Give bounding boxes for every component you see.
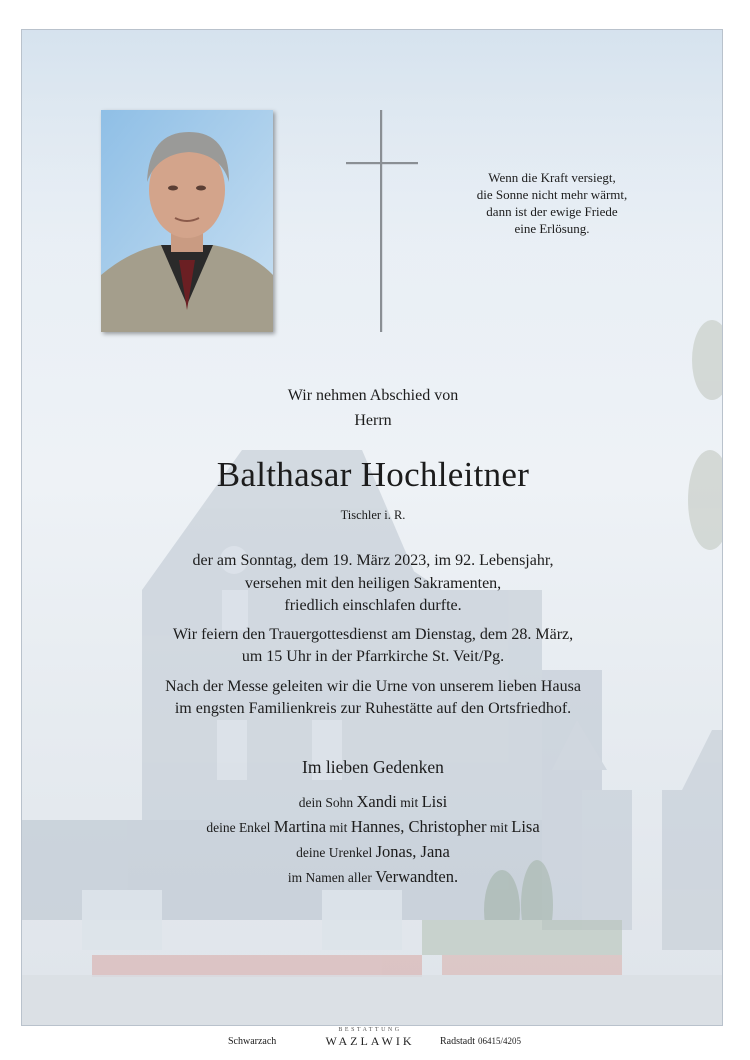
family-line: deine Urenkel Jonas, Jana bbox=[296, 842, 450, 861]
memory-heading: Im lieben Gedenken bbox=[302, 757, 444, 777]
quote-text: Wenn die Kraft versiegt, die Sonne nicht mehr wärmt, dann ist der ewige Friede eine Erlösung. bbox=[476, 170, 628, 236]
body-line: versehen mit den heiligen Sakramenten, bbox=[244, 575, 502, 592]
footer-location-right: Radstadt bbox=[440, 1036, 475, 1047]
footer-location-left: Schwarzach bbox=[228, 1036, 277, 1047]
cross-icon bbox=[346, 110, 418, 332]
obituary-card bbox=[21, 29, 723, 1026]
footer-phone: 06415/4205 bbox=[478, 1036, 522, 1046]
body-line: friedlich einschlafen durfte. bbox=[284, 597, 462, 614]
family-line: dein Sohn Xandi mit Lisi bbox=[298, 792, 448, 811]
body-line: Nach der Messe geleiten wir die Urne von unserem lieben Hausa bbox=[165, 678, 581, 695]
body-line: im engsten Familienkreis zur Ruhestätte auf den Ortsfriedhof. bbox=[174, 700, 572, 717]
honorific: Herrn bbox=[354, 412, 392, 429]
body-line: der am Sonntag, dem 19. März 2023, im 92. Lebensjahr, bbox=[192, 552, 554, 569]
body-line: um 15 Uhr in der Pfarrkirche St. Veit/Pg. bbox=[241, 648, 505, 665]
family-line: im Namen aller Verwandten. bbox=[287, 867, 459, 886]
funeral-home-logo: BESTATTUNG WAZLAWIK bbox=[325, 1027, 415, 1048]
portrait-photo bbox=[101, 110, 273, 332]
deceased-name: Balthasar Hochleitner bbox=[216, 455, 530, 494]
family-line: deine Enkel Martina mit Hannes, Christopher mit Lisa bbox=[206, 817, 540, 836]
occupation: Tischler i. R. bbox=[340, 508, 406, 522]
body-line: Wir feiern den Trauergottesdienst am Dienstag, dem 28. März, bbox=[172, 626, 574, 643]
intro-line: Wir nehmen Abschied von bbox=[287, 387, 459, 404]
